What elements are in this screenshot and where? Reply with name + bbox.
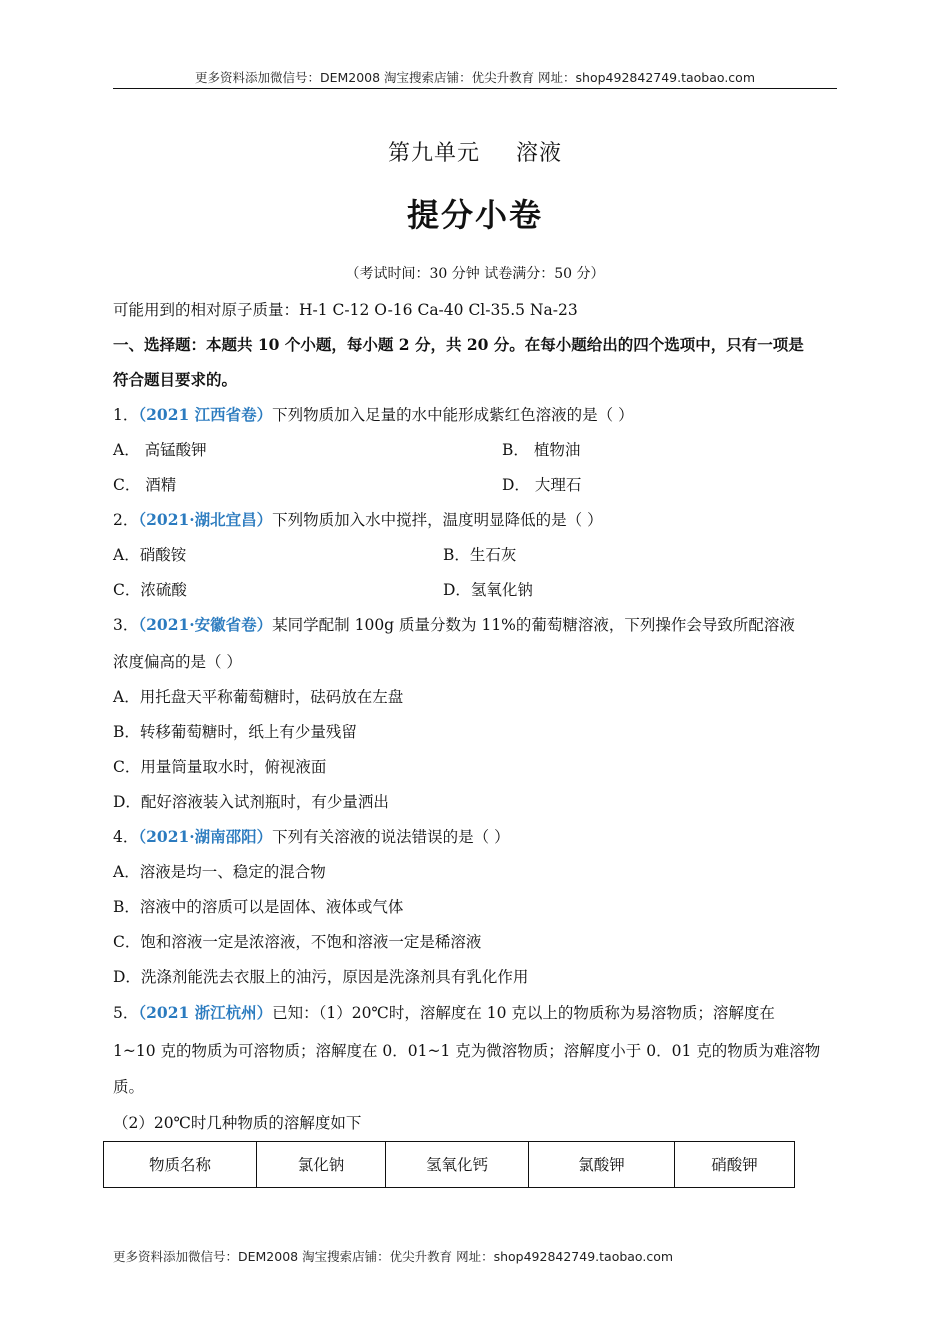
question-4 (113, 825, 510, 847)
question-source: （2021 浙江杭州） (138, 1003, 273, 1022)
question-stem: 已知：（1）20℃时，溶解度在 10 克以上的物质称为易溶物质；溶解度在 (272, 1004, 775, 1022)
question-stem: 下列物质加入足量的水中能形成紫红色溶液的是（ ） (272, 406, 634, 424)
option-d: D．洗涤剂能洗去衣服上的油污，原因是洗涤剂具有乳化作用 (113, 968, 529, 986)
question-stem-continued: （2）20℃时几种物质的溶解度如下 (113, 1114, 362, 1132)
table-row (104, 1142, 795, 1188)
page-header: 更多资料添加微信号：DEM2008 淘宝搜索店铺：优尖升教育 网址：shop492842749.taobao.com (194, 70, 756, 85)
option-a: A．硝酸铵 (113, 546, 187, 564)
question-1 (113, 403, 634, 425)
option-c: C．浓硫酸 (113, 581, 187, 599)
table-header-cell: 硝酸钾 (675, 1142, 795, 1188)
header-divider (113, 88, 837, 89)
page-title: 提分小卷 (406, 196, 543, 234)
question-5 (113, 1001, 775, 1023)
option-c: C． 酒精 (113, 476, 177, 494)
question-stem-continued: 1~10 克的物质为可溶物质；溶解度在 0．01~1 克为微溶物质；溶解度小于 0．01 克的物质为难溶物 (113, 1042, 821, 1060)
question-stem: 下列有关溶液的说法错误的是（ ） (272, 828, 510, 846)
question-stem-continued: 质。 (113, 1078, 145, 1096)
table-header-cell: 氢氧化钙 (386, 1142, 529, 1188)
option-a: A．用托盘天平称葡萄糖时，砝码放在左盘 (113, 688, 404, 706)
question-stem: 某同学配制 100g 质量分数为 11%的葡萄糖溶液，下列操作会导致所配溶液 (272, 616, 795, 634)
unit-topic: 溶液 (516, 141, 563, 166)
question-3 (113, 613, 795, 635)
question-source: （2021·安徽省卷） (138, 615, 273, 634)
question-stem-continued: 浓度偏高的是（ ） (113, 653, 242, 671)
exam-info: （考试时间：30 分钟 试卷满分：50 分） (345, 266, 605, 282)
option-c: C．饱和溶液一定是浓溶液，不饱和溶液一定是稀溶液 (113, 933, 482, 951)
table-header-cell: 物质名称 (104, 1142, 257, 1188)
option-b: B．生石灰 (443, 546, 517, 564)
solubility-table (103, 1141, 795, 1188)
option-a: A． 高锰酸钾 (113, 441, 207, 459)
option-a: A．溶液是均一、稳定的混合物 (113, 863, 326, 881)
option-c: C．用量筒量取水时，俯视液面 (113, 758, 327, 776)
page-footer: 更多资料添加微信号：DEM2008 淘宝搜索店铺：优尖升教育 网址：shop492842749.taobao.com (113, 1249, 674, 1264)
option-d: D．配好溶液装入试剂瓶时，有少量洒出 (113, 793, 389, 811)
atomic-mass-text: 可能用到的相对原子质量：H-1 C-12 O-16 Ca-40 Cl-35.5 Na-23 (113, 301, 578, 319)
question-number: 5． (113, 1004, 139, 1022)
question-number: 3． (113, 616, 139, 634)
option-d: D．氢氧化钠 (443, 581, 533, 599)
question-number: 1． (113, 406, 139, 424)
question-source: （2021·湖南邵阳） (138, 827, 273, 846)
option-d: D． 大理石 (502, 476, 582, 494)
question-stem: 下列物质加入水中搅拌，温度明显降低的是（ ） (272, 511, 603, 529)
question-number: 4． (113, 828, 139, 846)
section-heading-line2: 符合题目要求的。 (113, 370, 238, 389)
question-2 (113, 508, 603, 530)
unit-label: 第九单元 (387, 141, 480, 166)
option-b: B．转移葡萄糖时，纸上有少量残留 (113, 723, 357, 741)
table-header-cell: 氯化钠 (257, 1142, 386, 1188)
option-b: B． 植物油 (502, 441, 581, 459)
question-source: （2021 江西省卷） (138, 405, 273, 424)
question-number: 2． (113, 511, 139, 529)
atomic-mass-note (113, 298, 578, 320)
option-b: B．溶液中的溶质可以是固体、液体或气体 (113, 898, 404, 916)
section-heading-line1: 一、选择题：本题共 10 个小题，每小题 2 分，共 20 分。在每小题给出的四个选项中，只有一项是 (113, 335, 804, 354)
unit-title (0, 136, 950, 167)
question-source: （2021·湖北宜昌） (138, 510, 273, 529)
table-header-cell: 氯酸钾 (529, 1142, 675, 1188)
